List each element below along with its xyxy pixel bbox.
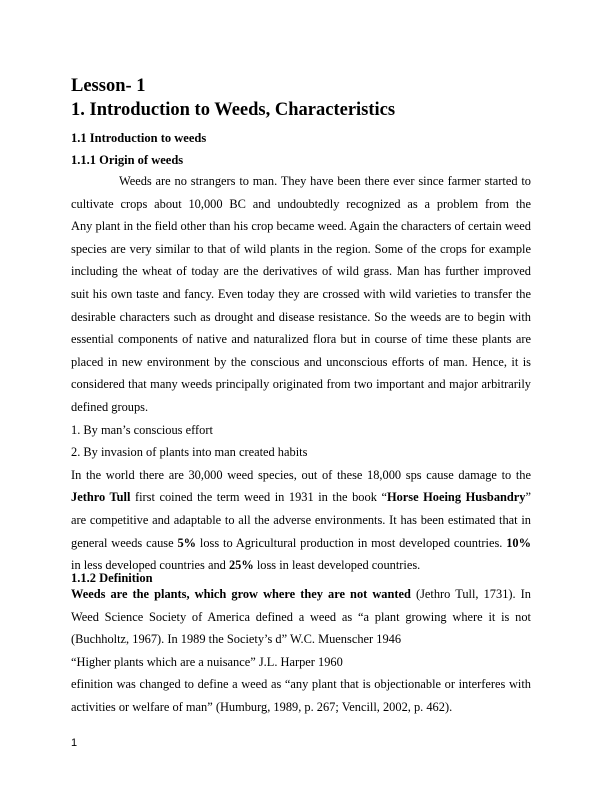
paragraph-line: Weed Science Society of America defined a weed as “a plant growing where it is not [71,609,531,624]
paragraph-line: efinition was changed to define a weed as “any plant that is objectionable or interferes with [71,677,531,692]
paragraph-line: Weeds are the plants, which grow where they are not wanted (Jethro Tull, 1731). In [71,587,531,601]
chapter-title: 1. Introduction to Weeds, Characteristics [71,100,396,120]
lesson-heading: Lesson- 1 [71,76,146,96]
section-heading-1-1-2: 1.1.2 Definition [71,571,153,585]
bold-text: Jethro Tull [71,490,131,505]
paragraph-line: Weeds are no strangers to man. They have been there ever since farmer started to [119,174,531,188]
paragraph-line: desirable characters such as drought and disease resistance. So the weeds are to begin with [71,309,531,324]
list-item: 2. By invasion of plants into man created habits [71,445,308,460]
bold-text: Horse Hoeing Husbandry [386,490,526,505]
paragraph-line: activities or welfare of man” (Humburg, 1989, p. 267; Vencill, 2002, p. 462). [71,699,453,714]
paragraph-line: defined groups. [71,399,149,414]
bold-text: 25% [228,558,254,573]
paragraph-line: Jethro Tull first coined the term weed in 1931 in the book “Horse Hoeing Husbandry” [71,490,531,505]
paragraph-line: (Buchholtz, 1967). In 1989 the Society’s d” W.C. Muenscher 1946 [71,632,402,647]
paragraph-line: including the wheat of today are the derivatives of wild grass. Man has further improved [71,264,531,279]
paragraph-line: general weeds cause 5% loss to Agricultural production in most developed countries. 10% [71,535,531,550]
paragraph-line: species are very similar to that of wild plants in the region. Some of the crops for example [71,241,531,256]
definition-paragraph [71,583,531,719]
section-heading-1-1: 1.1 Introduction to weeds [71,131,207,145]
paragraph-line: cultivate crops about 10,000 BC and undoubtedly recognized as a problem from the [71,196,531,211]
paragraph-line: essential components of native and naturalized flora but in course of time these plants are [71,332,531,347]
origin-paragraph [71,170,531,577]
paragraph-line: In the world there are 30,000 weed species, out of these 18,000 sps cause damage to the [71,467,531,482]
paragraph-line: in less developed countries and 25% loss in least developed countries. [71,558,421,573]
list-item: 1. By man’s conscious effort [71,422,213,437]
bold-text: Weeds are the plants, which grow where they are not wanted [71,587,411,601]
paragraph-line: are competitive and adaptable to all the adverse environments. It has been estimated that in [71,512,531,527]
paragraph-line: suit his own taste and fancy. Even today they are crossed with wild varieties to transfer the [71,286,531,301]
paragraph-line: considered that many weeds principally originated from two important and major arbitrarily [71,377,531,392]
paragraph-line: Any plant in the field other than his crop became weed. Again the characters of certain weed [71,219,531,234]
page-number: 1 [71,737,78,749]
bold-text: 10% [506,535,531,550]
bold-text: 5% [177,535,197,550]
section-heading-1-1-1: 1.1.1 Origin of weeds [71,153,184,167]
paragraph-line: “Higher plants which are a nuisance” J.L. Harper 1960 [71,654,343,669]
paragraph-line: placed in new environment by the conscious and unconscious efforts of man. Hence, it is [71,354,531,369]
